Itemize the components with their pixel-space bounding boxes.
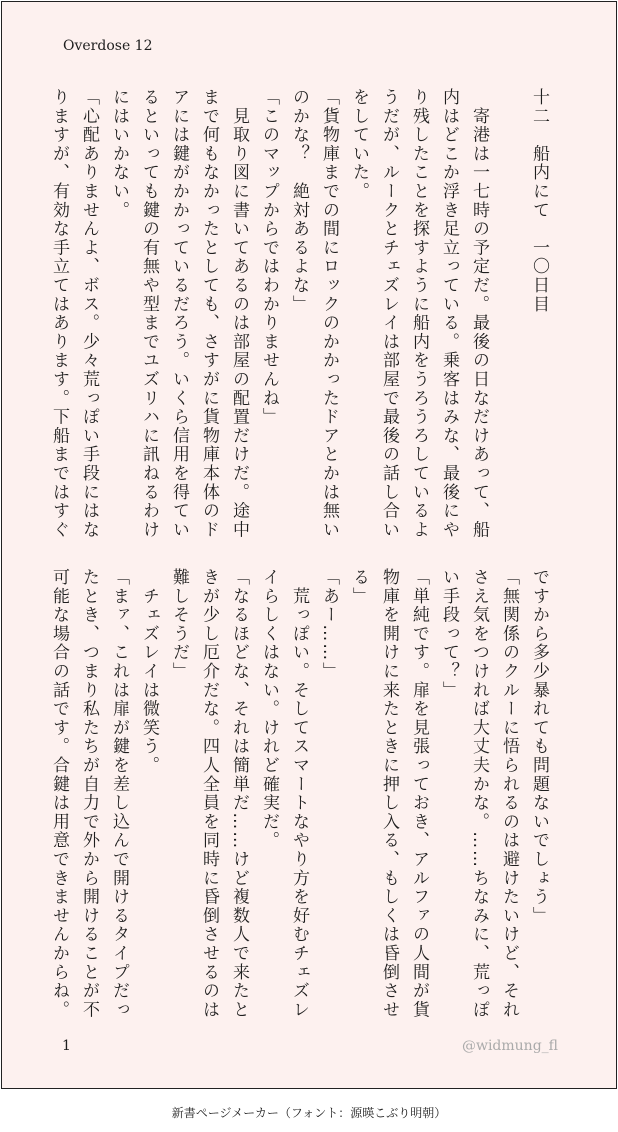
text-line: チェズレイは微笑う。: [139, 568, 159, 775]
text-line: 見取り図に書いてあるのは部屋の配置だけだ。途中: [229, 88, 249, 540]
text-line: 内はどこか浮き足立っている。乗客はみな、最後にや: [439, 88, 459, 540]
text-line: ですから多少暴れても問題ないでしょう」: [529, 568, 549, 926]
footer-credit: 新書ページメーカー（フォント：源暎こぶり明朝）: [171, 1106, 447, 1120]
text-line: 「心配ありませんよ、ボス。少々荒っぽい手段にはな: [79, 88, 99, 540]
page-header-title: Overdose 12: [63, 38, 153, 54]
text-line: 「このマップからではわかりませんね」: [259, 88, 279, 427]
text-line: 荒っぽい。そしてスマートなやり方を好むチェズレ: [289, 568, 309, 1020]
text-line: 「単純です。扉を見張っておき、アルファの人間が貨: [409, 568, 429, 1020]
text-line: 難しそうだ」: [169, 568, 189, 681]
page-sheet: [1, 1, 617, 1089]
text-line: [494, 88, 524, 530]
text-line: 物庫を開けに来たときに押し入る、もしくは昏倒させ: [379, 568, 399, 1020]
text-line: をしていた。: [349, 88, 369, 201]
text-line: 十二 船内にて 一〇日目: [529, 88, 549, 314]
text-line: 寄港は一七時の予定だ。最後の日なだけあって、船: [469, 88, 489, 540]
upper-text-column: [49, 88, 554, 540]
text-line: る」: [349, 568, 369, 606]
text-line: 「あー……」: [319, 568, 339, 681]
text-line: きが少し厄介だな。四人全員を同時に昏倒させるのは: [199, 568, 219, 1020]
text-line: にはいかない。: [109, 88, 129, 220]
text-line: 可能な場合の話です。合鍵は用意できませんからね。: [49, 568, 69, 1020]
text-line: のかな？ 絶対あるよな」: [289, 88, 309, 314]
page-number: 1: [62, 1038, 71, 1054]
text-line: い手段って？」: [439, 568, 459, 700]
text-line: 「無関係のクルーに悟られるのは避けたいけど、それ: [499, 568, 519, 1020]
text-line: アには鍵がかかっているだろう。いくら信用を得てい: [169, 88, 189, 540]
text-line: うだが、ルークとチェズレイは部屋で最後の話し合い: [379, 88, 399, 540]
text-line: たとき、つまり私たちが自力で外から開けることが不: [79, 568, 99, 1020]
text-line: さえ気をつければ大丈夫かな。……ちなみに、荒っぽ: [469, 568, 489, 1020]
text-line: 「まァ、これは扉が鍵を差し込んで開けるタイプだっ: [109, 568, 129, 1020]
text-line: まで何もなかったとしても、さすがに貨物庫本体のド: [199, 88, 219, 540]
text-line: るといっても鍵の有無や型までユズリハに訊ねるわけ: [139, 88, 159, 540]
text-line: り残したことを探すように船内をうろうろしているよ: [409, 88, 429, 540]
lower-text-column: [49, 568, 554, 1020]
text-line: りますが、有効な手立てはあります。下船まではすぐ: [49, 88, 69, 540]
text-line: イらしくはない。けれど確実だ。: [259, 568, 279, 850]
text-line: 「貨物庫までの間にロックのかかったドアとかは無い: [319, 88, 339, 540]
text-line: 「なるほどな、それは簡単だ……けど複数人で来たと: [229, 568, 249, 1020]
author-handle: @widmung_fl: [461, 1038, 558, 1054]
